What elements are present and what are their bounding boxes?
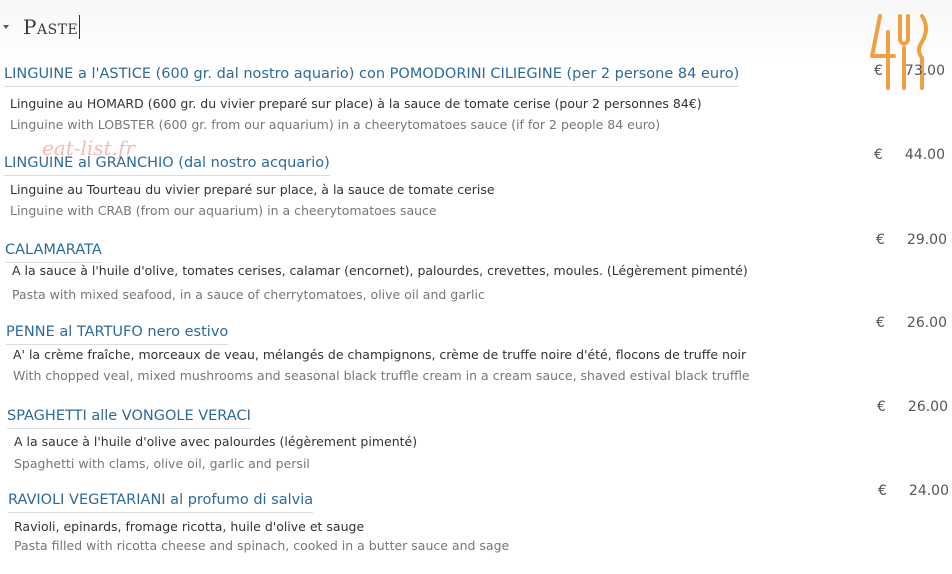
header-background xyxy=(0,0,952,60)
currency-symbol: € xyxy=(877,399,886,415)
price-value: 26.00 xyxy=(907,399,949,415)
item-price xyxy=(877,399,948,415)
item-title[interactable]: LINGUINE a l'ASTICE (600 gr. dal nostro aquario) con POMODORINI CILIEGINE (per 2 persone 84 euro) xyxy=(4,66,739,87)
item-description-fr: Linguine au HOMARD (600 gr. du vivier preparé sur place) à la sauce de tomate cerise (pour 2 personnes 84€) xyxy=(10,96,702,111)
item-description-en: Pasta filled with ricotta cheese and spinach, cooked in a butter sauce and sage xyxy=(14,538,510,553)
watermark-text: eat-list.fr xyxy=(42,136,135,160)
currency-symbol: € xyxy=(874,147,883,163)
item-title[interactable]: CALAMARATA xyxy=(5,242,102,263)
item-title[interactable]: LINGUINE al GRANCHIO (dal nostro acquario) xyxy=(4,155,330,176)
item-price xyxy=(874,147,945,163)
item-description-fr: A la sauce à l'huile d'olive avec palourdes (légèrement pimenté) xyxy=(14,434,418,449)
price-value: 26.00 xyxy=(906,315,948,331)
item-title[interactable]: PENNE al TARTUFO nero estivo xyxy=(6,324,228,345)
section-header[interactable] xyxy=(0,12,80,42)
item-description-en: Spaghetti with clams, olive oil, garlic and persil xyxy=(14,456,310,471)
item-price xyxy=(876,315,947,331)
item-description-en: With chopped veal, mixed mushrooms and seasonal black truffle cream in a cream sauce, shaved estival black truffle xyxy=(13,368,750,383)
price-value: 73.00 xyxy=(904,63,946,79)
item-description-fr: A la sauce à l'huile d'olive, tomates cerises, calamar (encornet), palourdes, crevettes, moules. (Légèrement pimenté) xyxy=(12,263,748,278)
item-price xyxy=(876,232,947,248)
price-value: 29.00 xyxy=(906,232,948,248)
fork-and-spoon-logo-icon xyxy=(864,10,936,94)
price-value: 44.00 xyxy=(904,147,946,163)
collapse-arrow-icon[interactable] xyxy=(3,25,9,29)
text-cursor xyxy=(79,15,80,39)
item-description-fr: Linguine au Tourteau du vivier preparé sur place, à la sauce de tomate cerise xyxy=(10,182,495,197)
item-title[interactable]: SPAGHETTI alle VONGOLE VERACI xyxy=(7,408,251,429)
item-description-fr: Ravioli, epinards, fromage ricotta, huile d'olive et sauge xyxy=(14,519,365,534)
price-value: 24.00 xyxy=(908,483,950,499)
item-price xyxy=(874,63,945,79)
item-price xyxy=(878,483,949,499)
currency-symbol: € xyxy=(876,315,885,331)
section-title: Paste xyxy=(23,15,79,39)
currency-symbol: € xyxy=(876,232,885,248)
currency-symbol: € xyxy=(874,63,883,79)
item-description-en: Linguine with CRAB (from our aquarium) in a cheerytomatoes sauce xyxy=(10,203,437,218)
currency-symbol: € xyxy=(878,483,887,499)
item-title[interactable]: RAVIOLI VEGETARIANI al profumo di salvia xyxy=(8,492,313,513)
item-description-en: Linguine with LOBSTER (600 gr. from our aquarium) in a cheerytomatoes sauce (if for 2 people 84 euro) xyxy=(10,117,661,132)
item-description-en: Pasta with mixed seafood, in a sauce of cherrytomatoes, olive oil and garlic xyxy=(12,287,485,302)
item-description-fr: A' la crème fraîche, morceaux de veau, mélangés de champignons, crème de truffe noire d'été, flocons de truffe noir xyxy=(13,347,747,362)
